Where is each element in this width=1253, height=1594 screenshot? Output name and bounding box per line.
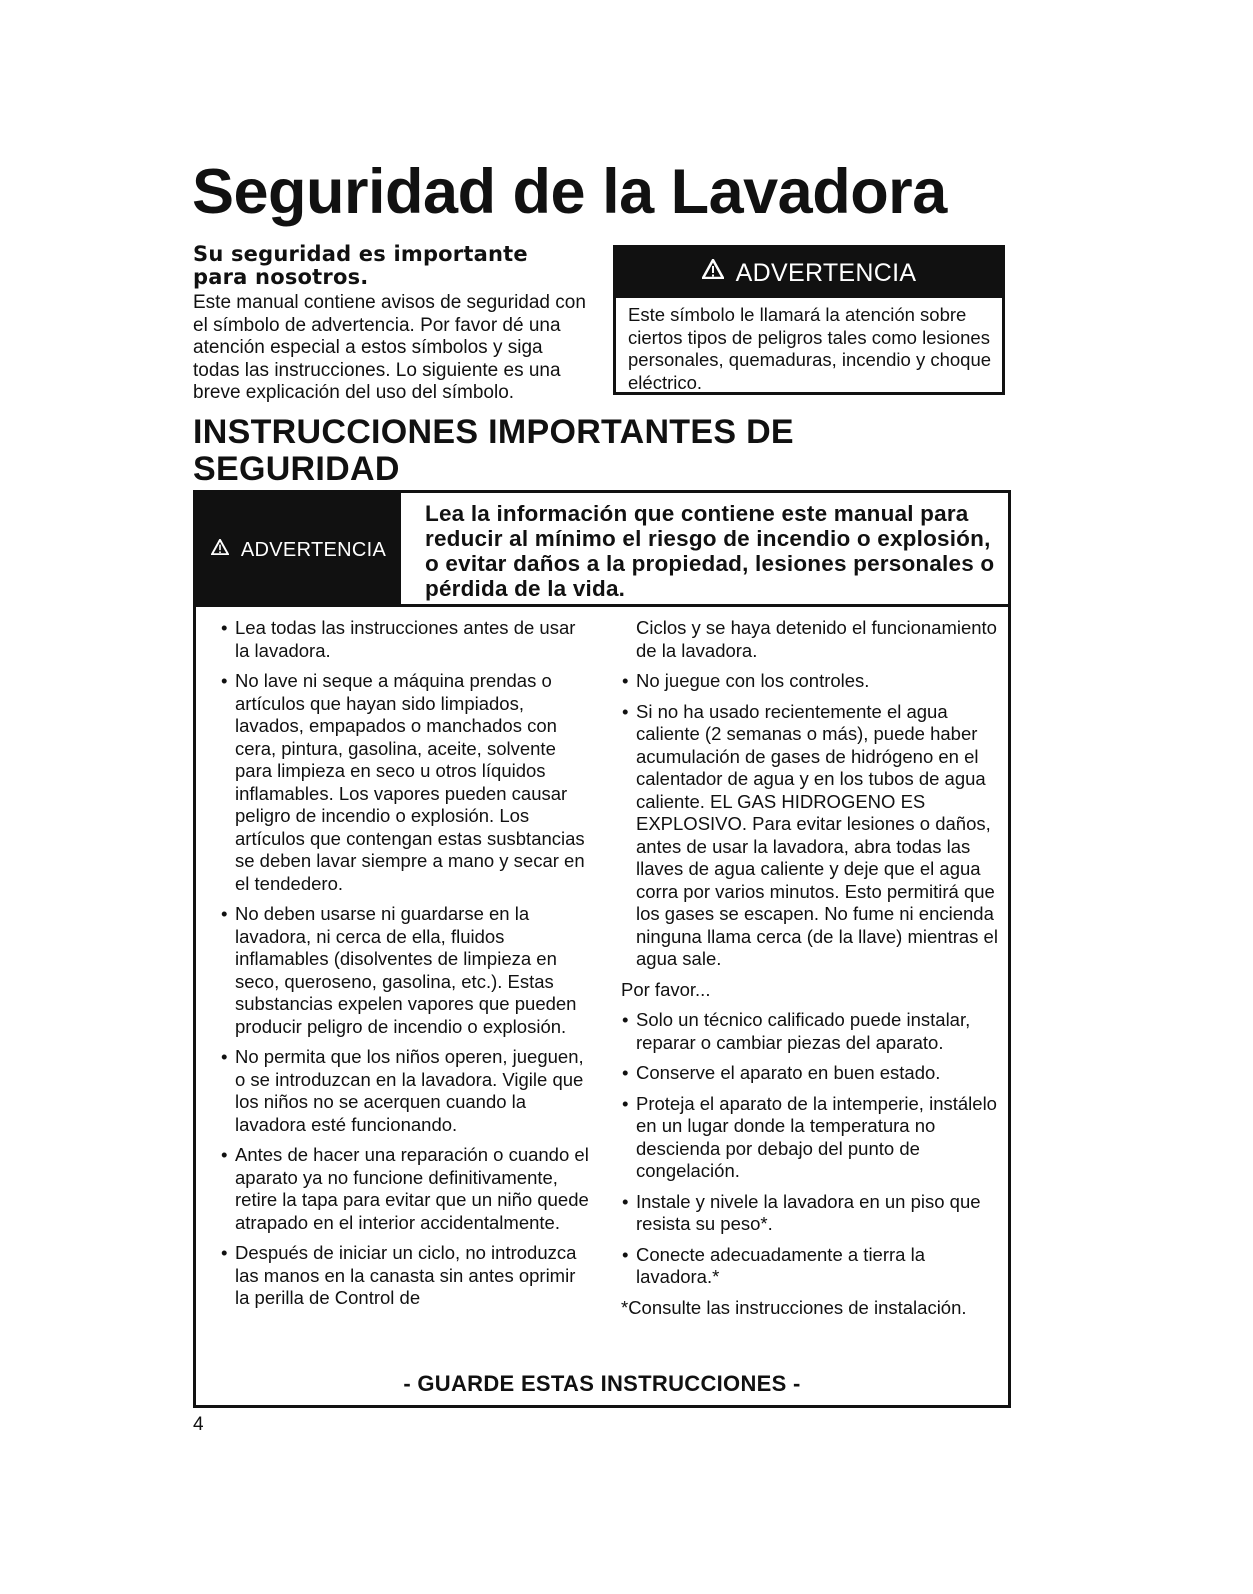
list-item: • Instale y nivele la lavadora en un piso que resista su peso*. bbox=[621, 1191, 1011, 1236]
list-item: • No deben usarse ni guardarse en la lavadora, ni cerca de ella, fluidos inflamables (disolventes de limpieza en seco, queroseno, gasolina, etc.). Estas substancias expelen vapores que pueden producir peligro de incendio o explosión. bbox=[220, 903, 590, 1038]
intro-body: Este manual contiene avisos de seguridad con el símbolo de advertencia. Por favor dé una atención especial a estos símbolos y siga todas las instrucciones. Lo siguiente es una breve explicación del uso del símbolo. bbox=[193, 292, 586, 403]
please-list bbox=[621, 1009, 1011, 1289]
save-instructions-footer: - GUARDE ESTAS INSTRUCCIONES - bbox=[403, 1371, 801, 1396]
warning-symbol-box bbox=[613, 245, 1005, 395]
warning-symbol-label: ADVERTENCIA bbox=[735, 258, 917, 287]
list-item: • Conserve el aparato en buen estado. bbox=[621, 1062, 1011, 1085]
list-item: • No permita que los niños operen, jueguen, o se introduzcan en la lavadora. Vigile que los niños no se acerquen cuando la lavadora esté funcionando. bbox=[220, 1046, 590, 1136]
warning-lead-text: Lea la información que contiene este manual para reducir al mínimo el riesgo de incendio o explosión, o evitar daños a la propiedad, lesiones personales o pérdida de la vida. bbox=[425, 501, 995, 601]
section-heading: INSTRUCCIONES IMPORTANTES DE SEGURIDAD bbox=[193, 413, 794, 488]
list-item: • Antes de hacer una reparación o cuando el aparato ya no funcione definitivamente, retire la tapa para evitar que un niño quede atrapado en el interior accidentalmente. bbox=[220, 1144, 590, 1234]
list-item: • No lave ni seque a máquina prendas o artículos que hayan sido limpiados, lavados, empapados o manchados con cera, pintura, gasolina, aceite, solvente para limpieza en seco u otros líquidos inflamables. Los vapores pueden causar peligro de incendio o explosión. Los artículos que contengan estas susbtancias se deben lavar siempre a mano y secar en el tendedero. bbox=[220, 670, 590, 895]
page-title: Seguridad de la Lavadora bbox=[192, 157, 947, 227]
warning-symbol-header bbox=[616, 248, 1002, 298]
list-item: • Proteja el aparato de la intemperie, instálelo en un lugar donde la temperatura no descienda por debajo del punto de congelación. bbox=[621, 1093, 1011, 1183]
warning-triangle-icon bbox=[211, 539, 229, 560]
warning-label-block bbox=[196, 493, 401, 607]
safety-instructions-box bbox=[193, 490, 1011, 1408]
warning-triangle-icon bbox=[702, 259, 724, 285]
left-instruction-list bbox=[220, 617, 590, 1310]
right-instruction-list bbox=[621, 670, 1011, 971]
warning-label: ADVERTENCIA bbox=[240, 538, 387, 561]
right-column bbox=[621, 617, 1011, 1327]
intro-heading: Su seguridad es importante para nosotros. bbox=[193, 242, 528, 289]
list-item: • Si no ha usado recientemente el agua caliente (2 semanas o más), puede haber acumulación de gases de hidrógeno en el calentador de agua y en los tubos de agua caliente. EL GAS HIDROGENO ES EXPLOSIVO. Para evitar lesiones o daños, antes de usar la lavadora, abra todas las llaves de agua caliente y deje que el agua corra por varios minutos. Esto permitirá que los gases se escapen. No fume ni encienda ninguna llama cerca (de la llave) mientras el agua sale. bbox=[621, 701, 1011, 971]
list-item: • Conecte adecuadamente a tierra la lavadora.* bbox=[621, 1244, 1011, 1289]
please-label: Por favor... bbox=[621, 978, 711, 1000]
warning-symbol-text: Este símbolo le llamará la atención sobre ciertos tipos de peligros tales como lesiones personales, quemaduras, incendio y choque eléctrico. bbox=[628, 304, 992, 393]
list-item: • No juegue con los controles. bbox=[621, 670, 1011, 693]
page-number: 4 bbox=[193, 1414, 204, 1435]
footnote: *Consulte las instrucciones de instalación. bbox=[621, 1296, 967, 1318]
list-item: • Lea todas las instrucciones antes de usar la lavadora. bbox=[220, 617, 590, 662]
list-item: • Después de iniciar un ciclo, no introduzca las manos en la canasta sin antes oprimir la perilla de Control de bbox=[220, 1242, 590, 1310]
continued-text: Ciclos y se haya detenido el funcionamiento de la lavadora. bbox=[636, 617, 997, 661]
left-column bbox=[220, 617, 590, 1318]
list-item: • Solo un técnico calificado puede instalar, reparar o cambiar piezas del aparato. bbox=[621, 1009, 1011, 1054]
